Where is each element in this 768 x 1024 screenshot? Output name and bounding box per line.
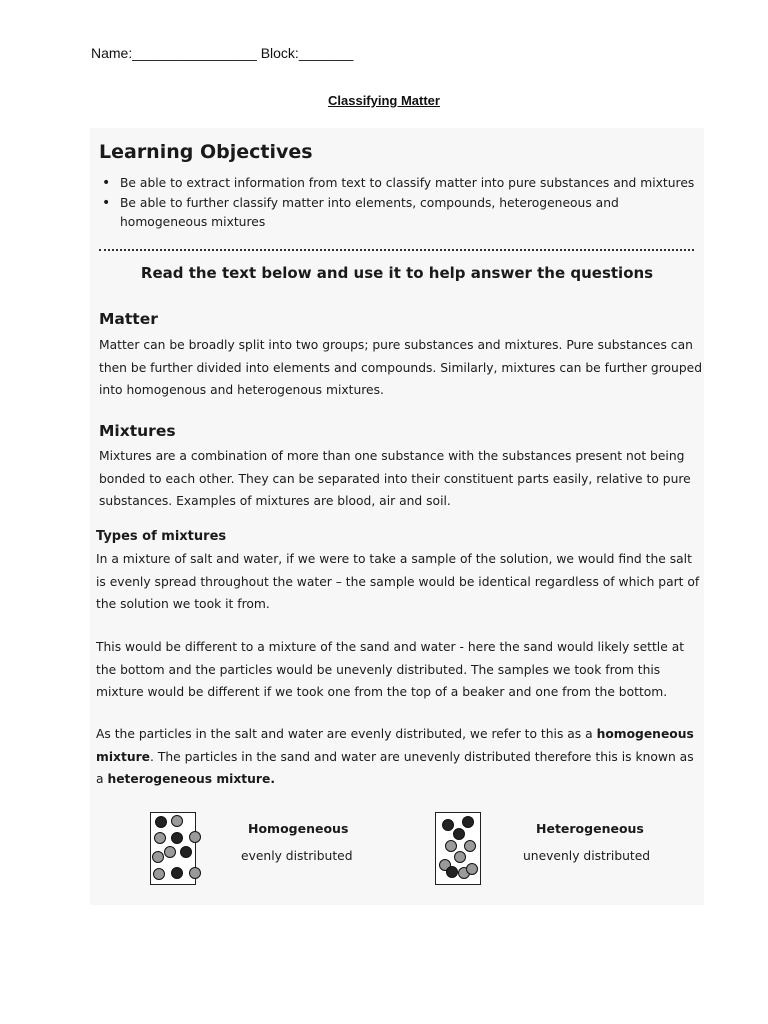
objective-item: • Be able to further classify matter into elements, compounds, heterogeneous and homogeneous mixtures (99, 194, 699, 233)
mixtures-heading: Mixtures (99, 422, 176, 440)
dotted-divider (99, 249, 694, 251)
instruction-heading: Read the text below and use it to help answer the questions (140, 264, 654, 282)
heterogeneous-description: unevenly distributed (523, 849, 651, 863)
homogeneous-label: Homogeneous (248, 821, 349, 836)
homogeneous-term: homogeneous mixture (96, 727, 694, 764)
heterogeneous-label: Heterogeneous (536, 821, 644, 836)
types-paragraph-2: This would be different to a mixture of the sand and water - here the sand would likely settle at the bottom and the particles would be unevenly distributed. The samples we took from this mixture would be different if we took one from the top of a beaker and one from the bottom. (96, 640, 685, 699)
types-of-mixtures-heading: Types of mixtures (96, 529, 227, 544)
homogeneous-particle-box (150, 812, 196, 885)
worksheet-content (90, 128, 704, 905)
matter-heading: Matter (99, 310, 158, 328)
homogeneous-description: evenly distributed (241, 849, 353, 863)
heterogeneous-particle-box (435, 812, 481, 885)
name-block-line: Name:________________ Block:_______ (91, 45, 354, 61)
types-paragraph-3: As the particles in the salt and water are evenly distributed, we refer to this as a homogeneous mixture. The particles in the sand and water are unevenly distributed therefore this is known as a heterogeneous mixture. (96, 727, 694, 786)
document-title: Classifying Matter (328, 93, 440, 108)
heterogeneous-term: heterogeneous mixture. (107, 772, 275, 786)
types-paragraph-1: In a mixture of salt and water, if we were to take a sample of the solution, we would find the salt is evenly spread throughout the water – the sample would be identical regardless of which part of the solution we took it from. (96, 552, 700, 611)
learning-objectives-title: Learning Objectives (99, 141, 313, 163)
matter-paragraph: Matter can be broadly split into two groups; pure substances and mixtures. Pure substances can then be further divided into elements and compounds. Similarly, mixtures can be further grouped into homogenous and heterogenous mixtures. (99, 338, 703, 397)
mixtures-paragraph: Mixtures are a combination of more than one substance with the substances present not being bonded to each other. They can be separated into their constituent parts easily, relative to pure substances. Examples of mixtures are blood, air and soil. (99, 449, 691, 508)
objective-item: • Be able to extract information from text to classify matter into pure substances and mixtures (99, 174, 699, 194)
learning-objectives-list (99, 174, 699, 233)
